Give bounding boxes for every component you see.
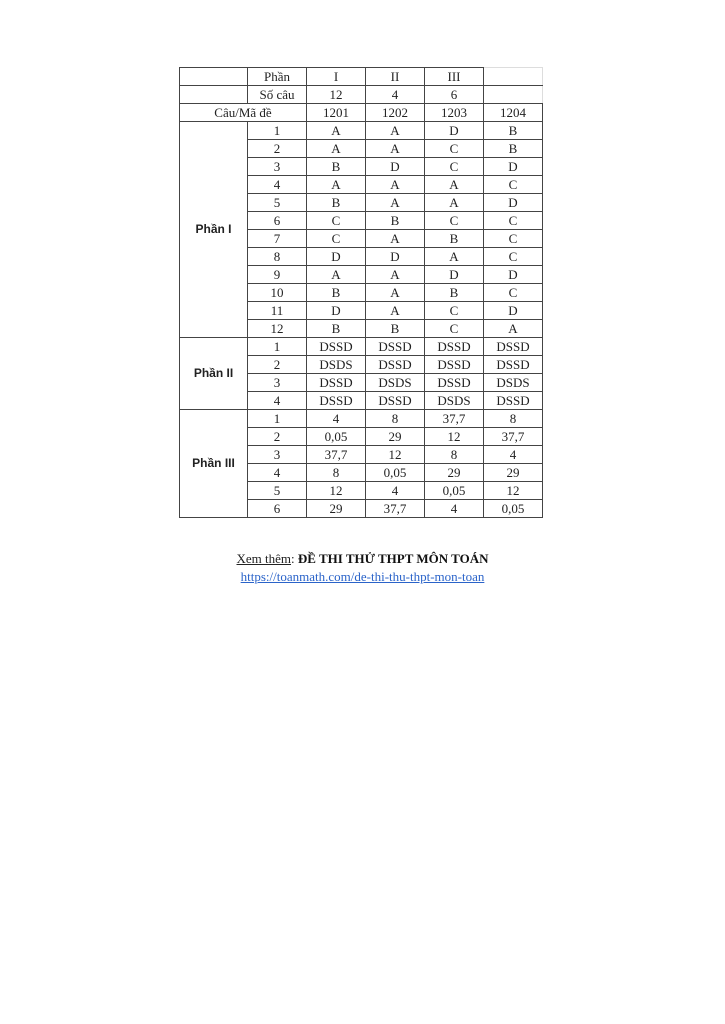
question-number-cell: 2 bbox=[248, 140, 307, 158]
exam-code-cell: 1203 bbox=[425, 104, 484, 122]
corner-cell bbox=[180, 68, 248, 86]
answer-cell: D bbox=[307, 302, 366, 320]
exam-code-cell: 1202 bbox=[366, 104, 425, 122]
answer-cell: C bbox=[425, 158, 484, 176]
exam-code-cell: 1201 bbox=[307, 104, 366, 122]
header-row-parts bbox=[180, 68, 543, 86]
answer-cell: B bbox=[307, 320, 366, 338]
answer-cell: A bbox=[425, 194, 484, 212]
answer-cell: A bbox=[366, 266, 425, 284]
answer-cell: D bbox=[484, 302, 543, 320]
answer-cell: C bbox=[484, 230, 543, 248]
answer-cell: 4 bbox=[425, 500, 484, 518]
answer-cell: A bbox=[425, 248, 484, 266]
answer-cell: B bbox=[307, 158, 366, 176]
header-row-codes bbox=[180, 104, 543, 122]
answer-cell: 37,7 bbox=[307, 446, 366, 464]
answer-cell: DSSD bbox=[307, 392, 366, 410]
answer-cell: B bbox=[425, 230, 484, 248]
answer-cell: DSSD bbox=[425, 338, 484, 356]
footer-separator: : bbox=[291, 551, 298, 566]
answer-cell: A bbox=[307, 122, 366, 140]
part-number-cell: II bbox=[366, 68, 425, 86]
answer-cell: B bbox=[366, 320, 425, 338]
answer-cell: B bbox=[484, 140, 543, 158]
question-number-cell: 6 bbox=[248, 500, 307, 518]
question-number-cell: 4 bbox=[248, 392, 307, 410]
answer-cell: B bbox=[307, 284, 366, 302]
blank-cell bbox=[484, 86, 543, 104]
answer-cell: D bbox=[366, 158, 425, 176]
footer bbox=[0, 550, 725, 586]
blank-cell bbox=[484, 68, 543, 86]
answer-cell: 8 bbox=[425, 446, 484, 464]
answer-cell: B bbox=[366, 212, 425, 230]
answer-cell: 12 bbox=[307, 482, 366, 500]
answer-cell: DSDS bbox=[425, 392, 484, 410]
question-number-cell: 9 bbox=[248, 266, 307, 284]
answer-cell: 0,05 bbox=[425, 482, 484, 500]
question-number-cell: 4 bbox=[248, 176, 307, 194]
answer-cell: 4 bbox=[307, 410, 366, 428]
answer-cell: C bbox=[425, 140, 484, 158]
question-number-cell: 1 bbox=[248, 410, 307, 428]
answer-cell: D bbox=[425, 266, 484, 284]
answer-cell: 37,7 bbox=[484, 428, 543, 446]
answer-cell: DSSD bbox=[484, 392, 543, 410]
answer-cell: DSSD bbox=[484, 356, 543, 374]
table-row bbox=[180, 338, 543, 356]
answer-cell: A bbox=[307, 140, 366, 158]
answer-cell: DSDS bbox=[366, 374, 425, 392]
part-label-cell: Phần bbox=[248, 68, 307, 86]
question-number-cell: 5 bbox=[248, 482, 307, 500]
answer-cell: C bbox=[484, 176, 543, 194]
corner-cell bbox=[180, 86, 248, 104]
answer-cell: A bbox=[366, 230, 425, 248]
answer-cell: 4 bbox=[484, 446, 543, 464]
answer-cell: D bbox=[425, 122, 484, 140]
count-cell: 6 bbox=[425, 86, 484, 104]
answer-cell: DSSD bbox=[366, 392, 425, 410]
question-number-cell: 2 bbox=[248, 356, 307, 374]
answer-cell: 0,05 bbox=[366, 464, 425, 482]
answer-cell: DSSD bbox=[425, 356, 484, 374]
table-row bbox=[180, 410, 543, 428]
answer-cell: D bbox=[366, 248, 425, 266]
question-number-cell: 1 bbox=[248, 338, 307, 356]
answer-cell: A bbox=[366, 194, 425, 212]
answer-cell: 12 bbox=[484, 482, 543, 500]
question-number-cell: 4 bbox=[248, 464, 307, 482]
answer-cell: A bbox=[366, 284, 425, 302]
answer-cell: B bbox=[425, 284, 484, 302]
answer-cell: D bbox=[484, 158, 543, 176]
answer-cell: 8 bbox=[307, 464, 366, 482]
answer-cell: DSSD bbox=[366, 356, 425, 374]
answer-cell: A bbox=[366, 176, 425, 194]
question-number-cell: 6 bbox=[248, 212, 307, 230]
answer-cell: A bbox=[366, 140, 425, 158]
section-label-cell: Phần I bbox=[180, 122, 248, 338]
code-label-cell: Câu/Mã đề bbox=[180, 104, 307, 122]
answer-cell: DSSD bbox=[307, 338, 366, 356]
footer-title: ĐỀ THI THỬ THPT MÔN TOÁN bbox=[297, 551, 489, 566]
section-label-cell: Phần III bbox=[180, 410, 248, 518]
answer-cell: C bbox=[425, 302, 484, 320]
exam-code-cell: 1204 bbox=[484, 104, 543, 122]
answer-cell: A bbox=[425, 176, 484, 194]
part-number-cell: I bbox=[307, 68, 366, 86]
answer-cell: 12 bbox=[366, 446, 425, 464]
answer-cell: D bbox=[484, 194, 543, 212]
question-number-cell: 1 bbox=[248, 122, 307, 140]
question-number-cell: 8 bbox=[248, 248, 307, 266]
table-row bbox=[180, 122, 543, 140]
answer-cell: D bbox=[307, 248, 366, 266]
answer-cell: D bbox=[484, 266, 543, 284]
answer-cell: 29 bbox=[425, 464, 484, 482]
source-link[interactable]: https://toanmath.com/de-thi-thu-thpt-mon-toan bbox=[240, 569, 485, 584]
answer-cell: C bbox=[307, 230, 366, 248]
answer-cell: 0,05 bbox=[484, 500, 543, 518]
question-number-cell: 10 bbox=[248, 284, 307, 302]
answer-cell: A bbox=[366, 302, 425, 320]
answer-cell: C bbox=[425, 320, 484, 338]
answer-cell: A bbox=[366, 122, 425, 140]
question-number-cell: 5 bbox=[248, 194, 307, 212]
answer-cell: C bbox=[307, 212, 366, 230]
question-number-cell: 7 bbox=[248, 230, 307, 248]
answer-cell: C bbox=[425, 212, 484, 230]
count-cell: 12 bbox=[307, 86, 366, 104]
question-number-cell: 3 bbox=[248, 446, 307, 464]
answer-cell: DSSD bbox=[366, 338, 425, 356]
answer-cell: 8 bbox=[366, 410, 425, 428]
answer-cell: 8 bbox=[484, 410, 543, 428]
answer-cell: 29 bbox=[307, 500, 366, 518]
answer-cell: 12 bbox=[425, 428, 484, 446]
answer-cell: A bbox=[307, 266, 366, 284]
answer-cell: DSSD bbox=[425, 374, 484, 392]
answer-cell: DSDS bbox=[484, 374, 543, 392]
answer-cell: 29 bbox=[366, 428, 425, 446]
answer-cell: DSDS bbox=[307, 356, 366, 374]
question-number-cell: 12 bbox=[248, 320, 307, 338]
answer-cell: 37,7 bbox=[366, 500, 425, 518]
answer-cell: C bbox=[484, 248, 543, 266]
count-cell: 4 bbox=[366, 86, 425, 104]
answer-cell: A bbox=[307, 176, 366, 194]
part-number-cell: III bbox=[425, 68, 484, 86]
section-label-cell: Phần II bbox=[180, 338, 248, 410]
answer-cell: B bbox=[484, 122, 543, 140]
answer-cell: 0,05 bbox=[307, 428, 366, 446]
question-number-cell: 3 bbox=[248, 374, 307, 392]
answer-cell: A bbox=[484, 320, 543, 338]
answer-cell: 37,7 bbox=[425, 410, 484, 428]
answer-cell: B bbox=[307, 194, 366, 212]
answer-cell: DSSD bbox=[307, 374, 366, 392]
question-number-cell: 2 bbox=[248, 428, 307, 446]
answer-cell: C bbox=[484, 284, 543, 302]
question-number-cell: 3 bbox=[248, 158, 307, 176]
header-row-counts bbox=[180, 86, 543, 104]
answer-cell: C bbox=[484, 212, 543, 230]
answer-cell: 29 bbox=[484, 464, 543, 482]
see-more-label: Xem thêm bbox=[236, 551, 292, 566]
answer-key-table bbox=[179, 67, 543, 518]
question-number-cell: 11 bbox=[248, 302, 307, 320]
answer-cell: 4 bbox=[366, 482, 425, 500]
count-label-cell: Số câu bbox=[248, 86, 307, 104]
answer-cell: DSSD bbox=[484, 338, 543, 356]
